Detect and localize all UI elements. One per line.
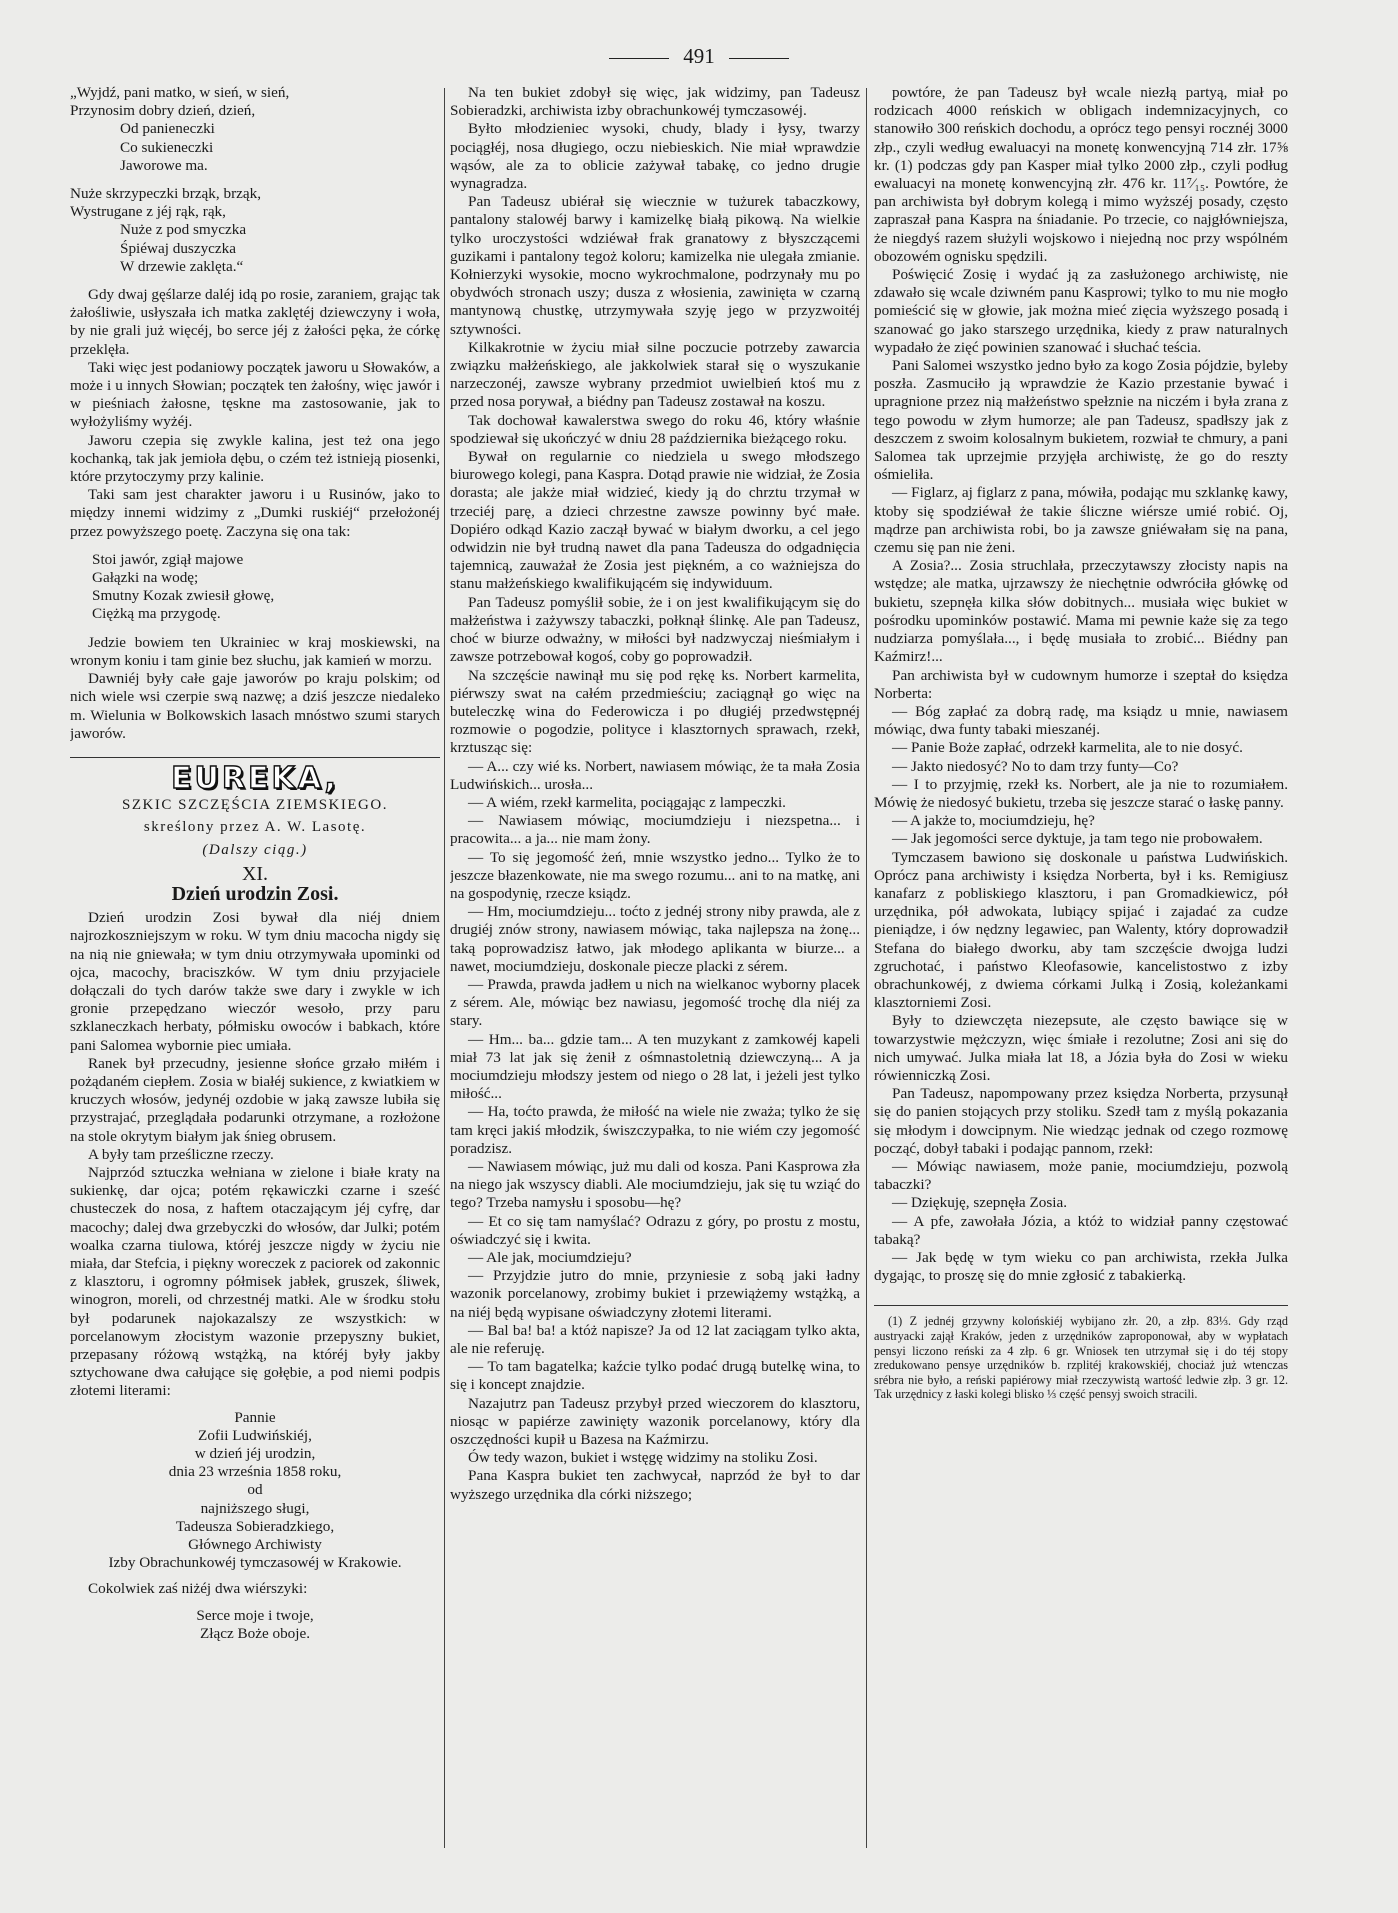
article-paragraphs bbox=[70, 909, 440, 1400]
paragraph: — Ha, toćto prawda, że miłość na wiele nie zważa; tylko że się tam kręci jakiś młodzik, świszczypałka, to nie wiém czy jegomość poradzisz. bbox=[450, 1103, 860, 1157]
paragraph: Taki więc jest podaniowy początek jaworu u Słowaków, a może i u innych Słowian; początek ten żałośny, więc jawór i w pieśniach żałosne, tęskne ma zastosowanie, jak to wyłożyliśmy wyżéj. bbox=[70, 358, 440, 431]
article-paragraphs bbox=[70, 634, 440, 743]
paragraph: — A wiém, rzekł karmelita, pociągając z lampeczki. bbox=[468, 793, 786, 811]
paragraph: Na szczęście nawinął mu się pod rękę ks. Norbert karmelita, piérwszy swat na całém przedmieściu; zaciągnął go więc na buteleczkę wina do Federowicza i po długiéj przedwstępnéj rozmowie o pogodzie, polityce i klasztornych sprawach, rzekł, krztusząc się: bbox=[450, 666, 860, 757]
paragraph: — Dziękuję, szepnęła Zosia. bbox=[892, 1194, 1068, 1212]
chapter-number: XI. bbox=[241, 862, 269, 885]
paragraph: Dawniéj były całe gaje jaworów po kraju polskim; od nich wiele wsi czerpie swą nazwę; a dziś jeszcze niedaleko m. Wielunia w Bolkowskich lasach mnóstwo szumi starych jaworów. bbox=[70, 670, 440, 742]
chapter-title: Dzień urodzin Zosi. bbox=[171, 882, 339, 905]
dedication-line: Pannie bbox=[234, 1408, 276, 1426]
paragraph: Jaworu czepia się zwykle kalina, jest też ona jego kochanką, tak jak jemioła dębu, o czém też istnieją piosenki, które przytoczymy przy kalinie. bbox=[70, 431, 440, 486]
paragraph: — A... czy wié ks. Norbert, nawiasem mówiąc, że ta mała Zosia Ludwińskich... urosła... bbox=[450, 757, 860, 793]
paragraph: — Jak jegomości serce dyktuje, ja tam tego nie probowałem. bbox=[892, 830, 1263, 848]
dedication-line: Zofii Ludwińskiéj, bbox=[198, 1426, 312, 1444]
page-number-text: 491 bbox=[683, 44, 715, 68]
paragraph: Bywał on regularnie co niedziela u swego młodszego biurowego kolegi, pana Kaspra. Dotąd prawie nie widział, że Zosia dorasta; ale jakże miał widzieć, kiedy ją do chrztu trzymał w trzeciéj parę, a dzieci chrzestne zawsze powinny być małe. Dopiéro odkąd Kazio zaczął bywać w białym dworku, a cel jego odwidzin nie był trudną nawet dla pana Tadeusza do odgadnięcia tajemnicą, zauważał że Zosia jest piękném, a co ważniejsza do stanu małżeńskiego kwalifikującém się indywiduum. bbox=[450, 448, 860, 593]
paragraph: Taki sam jest charakter jaworu i u Rusinów, jako to między innemi widzimy z „Dumki ruskiéj“ przełożonéj przez powyższego poetę. Zaczyna się ona tak: bbox=[70, 486, 440, 540]
article-paragraphs bbox=[70, 286, 440, 541]
paragraph: Tak dochował kawalerstwa swego do roku 46, który właśnie spodziewał się ukończyć w dniu 28 października bieżącego roku. bbox=[450, 411, 860, 447]
paragraph: Pan archiwista był w cudownym humorze i szeptał do księdza Norberta: bbox=[874, 666, 1288, 702]
verse-line: W drzewie zaklęta.“ bbox=[120, 257, 244, 275]
continued-note: (Dalszy ciąg.) bbox=[202, 841, 308, 858]
dedication-line: od bbox=[247, 1481, 263, 1499]
column-2 bbox=[450, 84, 860, 1884]
verse-line: „Wyjdź, pani matko, w sień, w sień, bbox=[70, 84, 290, 101]
paragraph: — Panie Boże zapłać, odrzekł karmelita, ale to nie dosyć. bbox=[892, 739, 1243, 757]
verse-line: Wystrugane z jéj rąk, rąk, bbox=[70, 203, 226, 221]
dedication-line: Izby Obrachunkowéj tymczasowéj w Krakowie. bbox=[108, 1554, 402, 1572]
couplet-line: Złącz Boże oboje. bbox=[199, 1624, 311, 1642]
paragraph: — Nawiasem mówiąc, mociumdzieju i niezspetna... i pracowita... a ja... nie mam żony. bbox=[450, 812, 860, 848]
verse-line: Gałązki na wodę; bbox=[92, 569, 199, 587]
paragraph: — Et co się tam namyślać? Odrazu z góry, po prostu z mostu, oświadczyć się i kwita. bbox=[450, 1212, 860, 1248]
paragraph: Poświęcić Zosię i wydać ją za zasłużonego archiwistę, nie zdawało się wcale dziwném panu Kasprowi; tylko to mu nie mogło pomieścić się w głowie, jak można mieć zięcia wyższego posadą i szanować go jako starszego urzędnika, kiedy z praw naturalnych wypadało że zięć powinien szanować i słuchać teścia. bbox=[874, 266, 1288, 356]
paragraph: — Bal ba! ba! a któż napisze? Ja od 12 lat zaciągam tylko akta, ale nie referuję. bbox=[450, 1321, 860, 1358]
paragraph: Pani Salomei wszystko jedno było za kogo Zosia pójdzie, byleby poszła. Zasmuciło ją wprawdzie że Kazio przestanie bywać i upragnione przez nią małżeństwo spełznie na niczém i była zrana z tego powodu w złym humorze; ale pan Tadeusz, spadłszy jak z deszczem z swoim kolosalnym bukietem, rozwiał te chmury, a pani Salomea tak uprzejmie przyjęła archiwistę, że go do reszty ośmieliła. bbox=[874, 357, 1288, 484]
paragraph: A były tam prześliczne rzeczy. bbox=[88, 1145, 274, 1163]
paragraph: — Figlarz, aj figlarz z pana, mówiła, podając mu szklankę kawy, ktoby się spodziéwał że takie śliczne wiérsze umié robić. Oj, mądrze pan archiwista robi, bo ja zawsze gniéwałam się na pana, czemu się pan nie żeni. bbox=[874, 484, 1288, 557]
paragraph: Ranek był przecudny, jesienne słońce grzało miłém i pożądaném ciepłem. Zosia w białéj sukience, z kwiatkiem w kruczych włosów, jedynéj ozdobie w jaką zawsze lubiła się przystrajać, przeglądała podarunki otrzymane, a rozłożone na stole okrytym białym jak śnieg obrusem. bbox=[70, 1054, 440, 1145]
paragraph: Pan Tadeusz, napompowany przez księdza Norberta, przysunął się do panien stojących przy stoliku. Szedł tam z myślą pokazania się młodym i dowcipnym. Nie wiedząc jednak od czego rozmowę począć, dobył tabaki i podając pannom, rzekł: bbox=[874, 1085, 1288, 1157]
paragraph: — Jakto niedosyć? No to dam trzy funty—Co? bbox=[892, 757, 1179, 775]
paragraph: — Ale jak, mociumdzieju? bbox=[468, 1249, 632, 1266]
paragraph: — Bóg zapłać za dobrą radę, ma ksiądz u mnie, nawiasem mówiąc, dwa funty tabaki mieszanéj. bbox=[874, 702, 1288, 739]
paragraph: — To się jegomość żeń, mnie wszystko jedno... Tylko że to jeszcze błazenkowate, nie ma swego rozumu... ani to na matkę, ani na gospodynię, rzecze ksiądz. bbox=[450, 848, 860, 902]
dedication-line: dnia 23 września 1858 roku, bbox=[168, 1463, 342, 1481]
page-number bbox=[0, 44, 1398, 69]
paragraph: A Zosia?... Zosia struchlała, przeczytawszy złocisty napis na wstędze; ale matka, ujrzawszy że niechętnie odwróciła główkę od bukietu, szepnęła kilka słów dobitnych... musiała więc bukiet w pośrodku upominków postawić. Mama mi pewnie każe się za tego nudziarza pomyślała..., i będę musiała to zrobić... Biédny pan Kaźmirz!... bbox=[874, 557, 1288, 666]
bouquet-dedication bbox=[70, 1409, 440, 1573]
paragraph: — Hm, mociumdzieju... toćto z jednéj strony niby prawda, ale z drugiéj znów strony, nawiasem mówiąc, taka najlepsza na żonę... taką poprowadzisz łatwo, jak młodego aplikanta w biurze... a nawet, mociumdzieju, doskonale piecze placki z sérem. bbox=[450, 903, 860, 975]
paragraph: Jedzie bowiem ten Ukrainiec w kraj moskiewski, na wronym koniu i tam ginie bez słuchu, jak kamień w morzu. bbox=[70, 633, 440, 669]
paragraph: — Prawda, prawda jadłem u nich na wielkanoc wyborny placek z sérem. Ale, mówiąc bez nawiasu, jegomość trochę dla niéj za stary. bbox=[450, 975, 860, 1030]
verse-line: Stoi jawór, zgiął majowe bbox=[92, 550, 244, 568]
verse-line: Co sukieneczki bbox=[120, 138, 214, 156]
paragraph: Pan Tadeusz ubiérał się wiecznie w tużurek tabaczkowy, pantalony stalowéj barwy i kamizelkę białą pikową. Na wielkie tylko uroczystości wdziéwał frak granatowy z błyszczącemi guzikami i pantalony tegoż koloru; kamizelka nie ulegała zmianie. Kołnierzyki wysokie, mocno wykrochmalone, podrzynały mu po obydwóch stronach uszy; dusza z włosienia, zawinięta w czarną mantynową chustkę, utrzymywała szyję jego w przyzwoitéj sztywności. bbox=[450, 193, 860, 338]
paragraph: Dzień urodzin Zosi bywał dla niéj dniem najrozkoszniejszym w roku. W tym dniu macocha nigdy się na nią nie gniewała; w tym dniu otrzymywała upominki od ojca, macochy, braciszków. W tym dniu przyjaciele dołączali do tych darów także swe dary i zwykle w ich gronie przepędzano wieczór wesoło, przy paru szklaneczkach herbaty, półmisku owoców i babkach, które pani Salomea wybornie piec umiała. bbox=[70, 909, 440, 1054]
story-author: skreślony przez A. W. Lasotę. bbox=[143, 819, 367, 836]
paragraph: Gdy dwaj gęślarze daléj idą po rosie, zaraniem, grając tak żałośliwie, usłyszała ich matka zaklętéj dziewczyny i woła, by nie grali już więcéj, bo serce jéj z żałości pęka, że córkę przeklęła. bbox=[70, 286, 440, 358]
paragraph: Ów tedy wazon, bukiet i wstęgę widzimy na stoliku Zosi. bbox=[468, 1449, 818, 1467]
couplet-line: Serce moje i twoje, bbox=[196, 1606, 314, 1624]
paragraph: — Hm... ba... gdzie tam... A ten muzykant z zamkowéj kapeli miał 73 lat jak się żenił z ośmnastoletnią dziewczyną... A ja mociumdzieju młodszy jestem od niego o 28 lat, i jeżeli jest tylko miłość... bbox=[450, 1030, 860, 1103]
poem-stanza bbox=[70, 84, 440, 175]
article-paragraphs bbox=[874, 84, 1288, 1285]
paragraph: powtóre, że pan Tadeusz był wcale niezłą partyą, miał po rodzicach 4000 reńskich w obligach indemnizacyjnych, co stanowiło 300 reńskich dochodu, a oprócz tego pensyi rocznéj 3000 złp., czyli według ewaluacyi na monetę konwencyjną 714 złr. 17⅝ kr. (1) podczas gdy pan Kasper miał tylko 2000 złp., czyli podług ewaluacyi na monetę konwencyjną złr. 476 kr. 11⁷⁄₁₅. Powtóre, że pan archiwista był dobrym kolegą i mimo wyższéj posady, często zapraszał pana Kaspra na śniadanie. Po trzecie, co najgłówniejsza, że niegdyś razem służyli wojskowo i niejedną noc przy wspólném obozowém ognisku spędzili. bbox=[874, 84, 1288, 265]
story-subtitle: SZKIC SZCZĘŚCIA ZIEMSKIEGO. bbox=[122, 797, 388, 814]
paragraph: Byłto młodzieniec wysoki, chudy, blady i łysy, twarzy pociągłéj, nosa długiego, oczu niebieskich. Nie miał wprawdzie wąsów, ale za to oblicie zażywał tabakę, co jedno drugie wynagradza. bbox=[450, 120, 860, 193]
poem-stanza bbox=[70, 551, 440, 624]
column-3 bbox=[874, 84, 1288, 1884]
poem-stanza bbox=[70, 185, 440, 276]
paragraph: Tymczasem bawiono się doskonale u państwa Ludwińskich. Oprócz pana archiwisty i księdza Norberta, był i ks. Remigiusz kanafarz z pobliskiego klasztoru, i pan Gromadkiewicz, pół urzędnika, pół adwokata, lubiący spijać i zajadać za cudze pieniądze, i ów nędzny legawiec, pan Walenty, który doprowadził Stefana do białego dworku, aby tam szczęście dwojga ludzi zgruchotać, i państwo Kleofasowie, kancelistostwo z izby obrachunkowéj, z dwiema córkami Julką i Zosią, koleżankami klasztorniemi Zosi. bbox=[874, 848, 1288, 1012]
paragraph: Kilkakrotnie w życiu miał silne poczucie potrzeby zawarcia związku małżeńskiego, ale jakkolwiek starał się o wyszukanie narzeczonéj, zawsze wybrany przedmiot uwielbień ktoś mu z przed nosa porywał, a biédny pan Tadeusz zostawał na koszu. bbox=[450, 338, 860, 411]
paragraph: Były to dziewczęta niezepsute, ale często bawiące się w towarzystwie mężczyzn, więc śmiałe i rezolutne; Zosi ani się do nich umywać. Julka miała lat 18, a Józia była do Zosi w wieku rówienniczką Zosi. bbox=[874, 1012, 1288, 1084]
paragraph: — Jak będę w tym wieku co pan archiwista, rzekła Julka dygając, to proszę się do mnie zgłosić z tabakierką. bbox=[874, 1249, 1288, 1285]
dedication-line: Tadeusza Sobieradzkiego, bbox=[175, 1517, 335, 1535]
dedication-line: Głównego Archiwisty bbox=[188, 1536, 322, 1554]
dedication-line: najniższego sługi, bbox=[200, 1499, 310, 1517]
couplet bbox=[70, 1607, 440, 1643]
dedication-line: w dzień jéj urodzin, bbox=[194, 1445, 316, 1463]
column-divider bbox=[444, 88, 445, 1848]
verse-line: Przynosim dobry dzień, dzień, bbox=[70, 102, 256, 120]
column-divider bbox=[866, 88, 867, 1848]
paragraph: Nazajutrz pan Tadeusz przybył przed wieczorem do klasztoru, niosąc w papiérze zawinięty wazonik porcelanowy, który dla oszczędności kupił u Bazesa na Kaźmirzu. bbox=[450, 1394, 860, 1449]
paragraph: — Przyjdzie jutro do mnie, przyniesie z sobą jaki ładny wazonik porcelanowy, zrobimy bukiet i przewiążemy wstążką, a na niéj będą wypisane oświadczyny złotemi literami. bbox=[450, 1267, 860, 1321]
verse-line: Nuże skrzypeczki brząk, brząk, bbox=[70, 185, 262, 203]
paragraph: — A jakże to, mociumdzieju, hę? bbox=[892, 812, 1095, 830]
paragraph: — A pfe, zawołała Józia, a któż to widział panny częstować tabaką? bbox=[874, 1212, 1288, 1248]
verse-line: Smutny Kozak zwiesił głowę, bbox=[92, 587, 275, 605]
paragraph: — I to przyjmię, rzekł ks. Norbert, ale ja nie to rozumiałem. Mówię że niedosyć bukietu, trzeba się jeszcze starać o łaskę panny. bbox=[874, 775, 1288, 811]
paragraph: Pana Kaspra bukiet ten zachwycał, naprzód że był to dar wyższego urzędnika dla córki niższego; bbox=[450, 1467, 860, 1503]
paragraph: Na ten bukiet zdobył się więc, jak widzimy, pan Tadeusz Sobieradzki, archiwista izby obrachunkowéj tymczasowéj. bbox=[450, 84, 860, 120]
verse-line: Śpiéwaj duszyczka bbox=[120, 239, 236, 257]
paragraph: Cokolwiek zaś niżéj dwa wiérszyki: bbox=[88, 1580, 308, 1598]
footnote: (1) Z jednéj grzywny kolońskiéj wybijano złr. 20, a złp. 83⅓. Gdy rząd austryacki zajął Kraków, jeden z urzędników zaproponował, aby w wypłatach pensyi liczono reński za 4 złp. 6 gr. Wniosek ten utrzymał się i do téj stopy zredukowano pensye urzędników b. rzplitéj krakowskiéj, chociaż już wtenczas srébra nie było, a reński papiérowy miał rzeczywistą wartość ledwie złp. 3 gr. 12. Tak urzędnicy z łaski kolegi blisko ⅓ część pensyj swoich stracili. bbox=[874, 1305, 1288, 1402]
paragraph: — Mówiąc nawiasem, może panie, mociumdzieju, pozwolą tabaczki? bbox=[874, 1157, 1288, 1194]
verse-line: Od panieneczki bbox=[120, 120, 215, 138]
verse-line: Ciężką ma przygodę. bbox=[92, 605, 221, 623]
paragraph: Pan Tadeusz pomyślił sobie, że i on jest kwalifikującym się do małżeństwa i zażywszy tabaczki, połknął ślinkę. Ale pan Tadeusz, choć w biurze odważny, w miłości był nadzwyczaj nieśmiałym i zawsze potrzebował kogoś, coby go poprowadził. bbox=[450, 593, 860, 666]
story-title: EUREKA, bbox=[171, 760, 339, 796]
verse-line: Nuże z pod smyczka bbox=[120, 221, 247, 239]
section-divider bbox=[70, 757, 440, 758]
verse-line: Jaworowe ma. bbox=[120, 156, 208, 174]
paragraph: Najprzód sztuczka wełniana w zielone i białe kraty na sukienkę, dar ojca; potém rękawiczki czarne i sześć chusteczek do nosa, z haftem otaczającym jéj cyfrę, dar macochy; dalej dwa grzebyczki do włosów, dar Julki; potém woalka czarna tiulowa, któréj jeszcze nigdy w życiu nie miała, dar Stefcia, i piękny woreczek z paciorek od zakonnic z klasztoru, i ogromny półmisek jabłek, gruszek, śliwek, winogron, moreli, od chrzestnéj matki. Ale w środku stołu był podarunek najokazalszy ze wszystkich: w porcelanowym złocistym wazonie przepyszny bukiet, przepasany różową wstążką, na któréj były jakby sztychowane dwa całujące się gołębie, a pod niemi podpis złotemi literami: bbox=[70, 1163, 440, 1400]
paragraph: — To tam bagatelka; kaźcie tylko podać drugą butelkę wina, to się i koncept znajdzie. bbox=[450, 1358, 860, 1394]
paragraph: — Nawiasem mówiąc, już mu dali od kosza. Pani Kasprowa zła na niego jak wszyscy diabli. Ale mociumdzieju, jak się tu wziąć do tego? Trzeba namysłu i sposobu—hę? bbox=[450, 1157, 860, 1212]
column-1 bbox=[70, 84, 440, 1884]
